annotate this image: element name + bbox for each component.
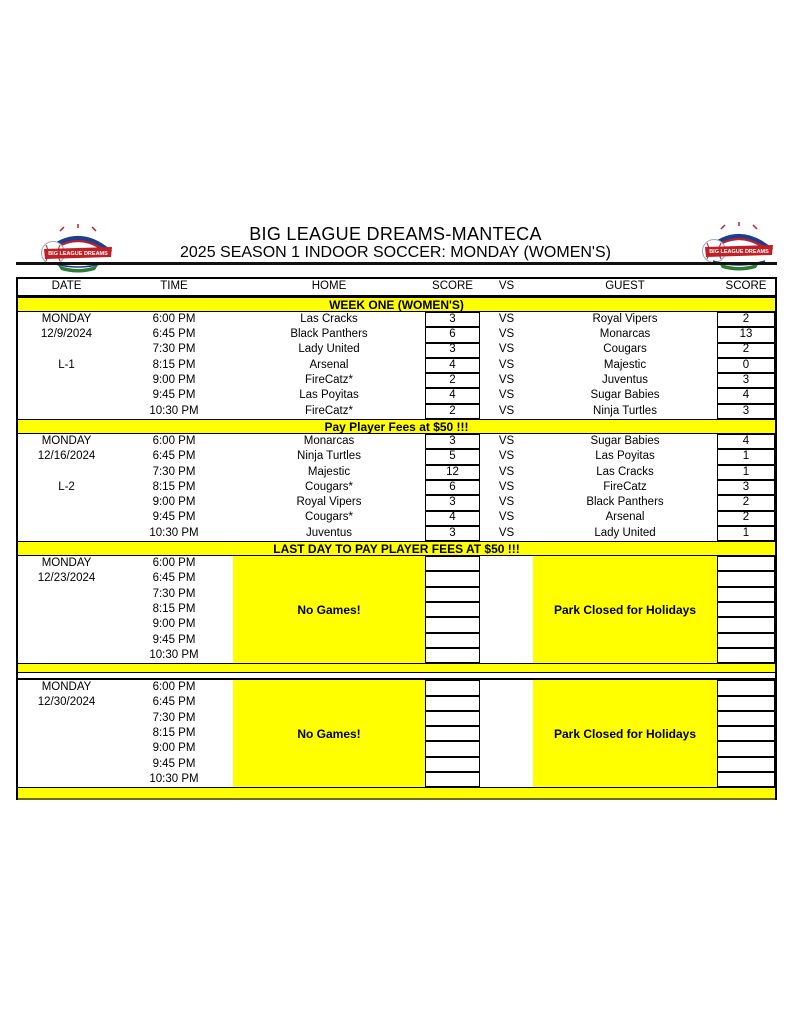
time-cell: 10:30 PM — [149, 526, 199, 539]
time-cell: 6:45 PM — [152, 328, 196, 341]
home-score-cell — [425, 556, 480, 571]
col-header-guest: GUEST — [605, 280, 645, 293]
time-cell: 8:15 PM — [152, 602, 196, 615]
guest-score-cell — [717, 587, 775, 602]
home-score-cell: 5 — [425, 449, 480, 464]
guest-score-cell — [717, 648, 775, 663]
home-score-cell: 6 — [425, 480, 480, 495]
vs-cell: VS — [498, 358, 515, 371]
time-cell: 8:15 PM — [152, 358, 196, 371]
guest-score-cell: 4 — [717, 388, 775, 403]
day-cell: MONDAY — [41, 434, 92, 447]
col-header-home-score: SCORE — [432, 280, 473, 293]
time-cell: 9:00 PM — [152, 374, 196, 387]
home-team-cell: Las Poyitas — [299, 389, 359, 402]
vs-cell: VS — [498, 404, 515, 417]
home-team-cell: Cougars* — [305, 480, 353, 493]
time-cell: 7:30 PM — [152, 711, 196, 724]
home-score-cell — [425, 587, 480, 602]
svg-text:BIG LEAGUE DREAMS: BIG LEAGUE DREAMS — [709, 249, 769, 255]
park-closed-note: Park Closed for Holidays — [533, 680, 717, 787]
banner-text: Pay Player Fees at $50 !!! — [324, 419, 469, 434]
guest-score-cell: 3 — [717, 373, 775, 388]
guest-score-cell — [717, 617, 775, 632]
time-cell: 9:00 PM — [152, 496, 196, 509]
time-cell: 6:00 PM — [152, 557, 196, 570]
home-score-cell — [425, 711, 480, 726]
vs-cell: VS — [498, 343, 515, 356]
time-cell: 8:15 PM — [152, 727, 196, 740]
home-score-cell: 3 — [425, 434, 480, 449]
guest-score-cell: 0 — [717, 358, 775, 373]
day-cell: MONDAY — [41, 681, 92, 694]
guest-team-cell: Cougars — [603, 343, 647, 356]
empty-yellow-band — [18, 787, 775, 800]
guest-team-cell: Las Cracks — [596, 465, 654, 478]
park-closed-note: Park Closed for Holidays — [533, 556, 717, 663]
guest-score-cell: 2 — [717, 343, 775, 358]
guest-team-cell: Sugar Babies — [590, 434, 660, 447]
guest-team-cell: Sugar Babies — [590, 389, 660, 402]
guest-score-cell — [717, 556, 775, 571]
banner-row — [18, 541, 775, 556]
home-score-cell: 2 — [425, 373, 480, 388]
home-score-cell — [425, 696, 480, 711]
guest-score-cell — [717, 741, 775, 756]
home-score-cell — [425, 680, 480, 695]
time-cell: 9:45 PM — [152, 511, 196, 524]
home-score-cell: 3 — [425, 495, 480, 510]
home-team-cell: Ninja Turtles — [297, 450, 361, 463]
closed-week-section-12-30-2024 — [18, 678, 775, 787]
guest-team-cell: Arsenal — [605, 511, 645, 524]
home-score-cell — [425, 602, 480, 617]
banner-row — [18, 419, 775, 434]
day-cell: MONDAY — [41, 557, 92, 570]
home-score-cell — [425, 571, 480, 586]
time-cell: 6:00 PM — [152, 681, 196, 694]
no-games-note: No Games! — [233, 556, 425, 663]
time-cell: 6:45 PM — [152, 696, 196, 709]
home-score-cell: 12 — [425, 465, 480, 480]
home-team-cell: Las Cracks — [300, 312, 358, 325]
vs-cell: VS — [498, 389, 515, 402]
home-score-cell: 4 — [425, 388, 480, 403]
time-cell: 8:15 PM — [152, 480, 196, 493]
guest-score-cell — [717, 757, 775, 772]
home-score-cell: 4 — [425, 358, 480, 373]
home-score-cell: 2 — [425, 404, 480, 419]
guest-team-cell: Royal Vipers — [592, 312, 658, 325]
time-cell: 7:30 PM — [152, 465, 196, 478]
guest-team-cell: Black Panthers — [586, 496, 664, 509]
guest-score-cell — [717, 633, 775, 648]
guest-score-cell: 2 — [717, 312, 775, 327]
vs-cell: VS — [498, 526, 515, 539]
vs-cell: VS — [498, 511, 515, 524]
vs-cell: VS — [498, 434, 515, 447]
guest-score-cell — [717, 726, 775, 741]
banner-row — [18, 297, 775, 312]
time-cell: 9:45 PM — [152, 757, 196, 770]
vs-cell: VS — [498, 496, 515, 509]
home-team-cell: Royal Vipers — [296, 496, 362, 509]
home-team-cell: Lady United — [298, 343, 360, 356]
time-cell: 9:45 PM — [152, 389, 196, 402]
col-header-home: HOME — [311, 280, 347, 293]
league-cell: L-1 — [58, 358, 75, 371]
home-score-cell: 4 — [425, 511, 480, 526]
time-cell: 9:00 PM — [152, 742, 196, 755]
day-cell: MONDAY — [41, 312, 92, 325]
guest-team-cell: Majestic — [603, 358, 647, 371]
home-team-cell: Arsenal — [309, 358, 349, 371]
guest-team-cell: Ninja Turtles — [593, 404, 657, 417]
banner-text: LAST DAY TO PAY PLAYER FEES AT $50 !!! — [273, 541, 520, 556]
time-cell: 10:30 PM — [149, 772, 199, 785]
time-cell: 7:30 PM — [152, 587, 196, 600]
home-team-cell: Black Panthers — [290, 328, 368, 341]
guest-team-cell: Las Poyitas — [595, 450, 655, 463]
guest-score-cell: 3 — [717, 404, 775, 419]
time-cell: 9:00 PM — [152, 618, 196, 631]
time-cell: 6:00 PM — [152, 434, 196, 447]
guest-score-cell — [717, 696, 775, 711]
vs-cell: VS — [498, 465, 515, 478]
guest-score-cell — [717, 772, 775, 787]
guest-score-cell — [717, 571, 775, 586]
guest-score-cell: 2 — [717, 495, 775, 510]
date-cell: 12/16/2024 — [37, 450, 96, 463]
guest-team-cell: FireCatz — [603, 480, 647, 493]
vs-cell: VS — [498, 374, 515, 387]
time-cell: 7:30 PM — [152, 343, 196, 356]
no-games-note: No Games! — [233, 680, 425, 787]
col-header-guest-score: SCORE — [725, 280, 767, 293]
col-header-time: TIME — [160, 280, 188, 293]
document-header — [0, 224, 791, 262]
home-team-cell: Cougars* — [305, 511, 353, 524]
home-score-cell — [425, 617, 480, 632]
home-score-cell — [425, 648, 480, 663]
guest-score-cell: 4 — [717, 434, 775, 449]
week-section-12-9-2024 — [18, 312, 775, 419]
vs-cell: VS — [498, 312, 515, 325]
guest-score-cell: 3 — [717, 480, 775, 495]
time-cell: 10:30 PM — [149, 404, 199, 417]
vs-cell: VS — [498, 328, 515, 341]
facility-title: BIG LEAGUE DREAMS-MANTECA — [249, 224, 542, 244]
home-score-cell: 3 — [425, 526, 480, 541]
time-cell: 6:00 PM — [152, 312, 196, 325]
schedule-subtitle: 2025 SEASON 1 INDOOR SOCCER: MONDAY (WOMEN'S) — [180, 244, 611, 261]
home-score-cell: 6 — [425, 327, 480, 342]
home-team-cell: Majestic — [307, 465, 351, 478]
time-cell: 6:45 PM — [152, 572, 196, 585]
home-score-cell — [425, 757, 480, 772]
guest-score-cell: 2 — [717, 511, 775, 526]
guest-team-cell: Juventus — [601, 374, 649, 387]
home-team-cell: FireCatz* — [305, 374, 353, 387]
guest-score-cell — [717, 602, 775, 617]
home-team-cell: Juventus — [305, 526, 353, 539]
time-cell: 9:45 PM — [152, 633, 196, 646]
guest-score-cell: 1 — [717, 526, 775, 541]
date-cell: 12/9/2024 — [40, 328, 93, 341]
schedule-table — [16, 277, 777, 800]
svg-text:BIG LEAGUE DREAMS: BIG LEAGUE DREAMS — [48, 251, 108, 257]
home-score-cell — [425, 726, 480, 741]
guest-score-cell: 1 — [717, 449, 775, 464]
week-section-12-16-2024 — [18, 434, 775, 541]
closed-week-section-12-23-2024 — [18, 556, 775, 663]
guest-team-cell: Monarcas — [599, 328, 651, 341]
schedule-body — [18, 297, 775, 800]
guest-score-cell: 1 — [717, 465, 775, 480]
guest-team-cell: Lady United — [594, 526, 656, 539]
date-cell: 12/30/2024 — [37, 696, 96, 709]
col-header-date: DATE — [51, 280, 82, 293]
guest-score-cell — [717, 711, 775, 726]
empty-yellow-band — [18, 663, 775, 673]
home-team-cell: Monarcas — [303, 434, 355, 447]
home-score-cell — [425, 772, 480, 787]
guest-score-cell — [717, 680, 775, 695]
vs-cell: VS — [498, 480, 515, 493]
guest-score-cell: 13 — [717, 327, 775, 342]
home-score-cell — [425, 633, 480, 648]
time-cell: 10:30 PM — [149, 648, 199, 661]
home-score-cell: 3 — [425, 312, 480, 327]
date-cell: 12/23/2024 — [37, 572, 96, 585]
home-score-cell: 3 — [425, 343, 480, 358]
header-divider-rule — [16, 262, 777, 265]
league-cell: L-2 — [58, 480, 75, 493]
home-score-cell — [425, 741, 480, 756]
col-header-vs: VS — [498, 280, 515, 293]
banner-text: WEEK ONE (WOMEN'S) — [329, 297, 464, 312]
vs-cell: VS — [498, 450, 515, 463]
home-team-cell: FireCatz* — [305, 404, 353, 417]
time-cell: 6:45 PM — [152, 450, 196, 463]
column-header-row — [18, 277, 775, 297]
